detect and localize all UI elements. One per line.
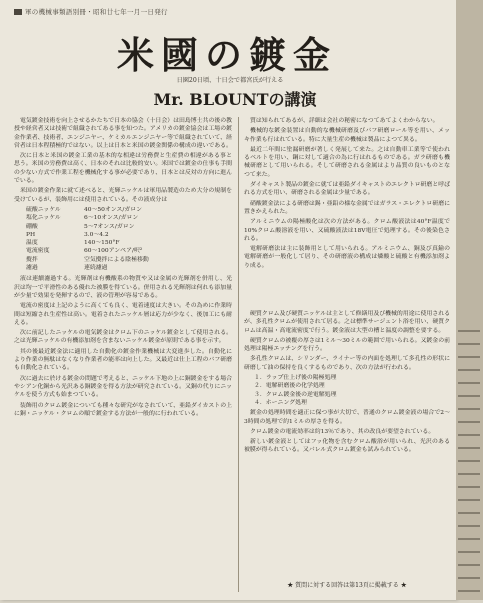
paragraph: 電流の密度は上記のように高くても良く、電着速度は大きい。その為めに作業時間は短縮され生産性は高い。電着されたニッケル層は応力が少なく、後加工にも耐える。	[14, 303, 232, 326]
table-row	[26, 231, 232, 239]
paragraph: 次に過去に於ける鍍金の問題で考えると、ニッケル下地の上に銅鍍金をする場合やシアン化銅から光沢ある銅鍍金を得る方法が研究されている。又銅の代りにニッケルを使う方式も始まつている。	[14, 375, 232, 399]
article-title: 米國の鍍金	[117, 33, 337, 77]
paragraph: 硝酸鍍金法による研磨は錫・亜鉛の様な金属ではガラス・エレクトロ研磨に置きかえられた。	[244, 200, 450, 215]
right-column-bottom	[244, 310, 450, 457]
running-head-mark	[14, 9, 22, 15]
paragraph: アルミニウムの陽極酸化は次の方法がある。クロム酸液法は40°F温度で10%クロム酸溶液を用い、又硫酸液法は18V電圧で処理する。その後染色される。	[244, 219, 450, 242]
paragraph: 電解研磨法は主に装飾用として用いられる。アルミニウム、銅及び真鍮の電解研磨が一般化して居り、その研磨液の構成は燐酸と硫酸と有機添加剤より成る。	[244, 246, 450, 269]
table-value: 3.0〜4.2	[84, 231, 109, 238]
paragraph: ダイキャスト製品の鍍金に就ては亜鉛ダイキャストのエレクトロ研磨と呼ばれる方式を用い、研磨される金属は少量である。	[244, 182, 450, 197]
list-item: １．ラップ仕上げ後の陽極処理	[254, 375, 337, 382]
table-value: 60〜100アンペア/呎²	[84, 248, 143, 255]
paragraph: 装飾用のクロム鍍金についても種々な研究がなされていて、亜鉛ダイカストの上に銅・ニッケル・クロムの順で鍍金する方法が一般的に行われている。	[14, 402, 232, 417]
adjacent-page-text-lines	[458, 330, 480, 603]
paragraph: 新しい鍍金液としてはフッ化物を含むクロム酸浴が用いられ、光沢のある被膜が得られている。又バレル式クロム鍍金も試みられている。	[244, 439, 450, 454]
paragraph: 鍍金の処理時間を適正に保つ事が大切で、普通のクロム鍍金液の場合で2〜3時間の処理で約1ミルの厚さを得る。	[244, 410, 450, 425]
table-value: 6〜10オンス/ガロン	[84, 215, 139, 222]
bath-composition-table	[26, 206, 232, 272]
running-head-text: 軍の機械事類語別冊・昭和廿七年一月一日発行	[25, 8, 168, 16]
paragraph: クロム鍍金の電流効率は約13％であり、其の改良が要望されている。	[250, 428, 435, 435]
table-key: 電流密度	[26, 248, 50, 255]
paragraph: 硬質クロム及び硬質ニッケルは主として修繕用及び機械的用途に使用されるが、多孔性クロムが使用されて居る。之は標準サージェント浴を用い、硬質クロムは高温・高電流密度で行う。鍍金液は大型の槽と温度の調整を要する。	[244, 311, 450, 334]
column-divider	[238, 117, 239, 592]
left-column	[14, 117, 232, 420]
table-row	[26, 206, 232, 214]
article-heading: Mr. BLOUNTの講演	[153, 90, 317, 109]
paragraph: 其の後最近鍍金法に適用した自動化の鍍金作業機械は大変進歩した。自動化により作業の無駄はなくなり作業者の能率は向上した。又最近は仕上工程のバフ研磨も自動化されている。	[14, 348, 232, 372]
paragraph: 最近二年間に塗漏研磨が著しく発展して来た。之は自動車工業等で使われるベルトを用い、鋼に対して適合の為に行はれるものである。ガラ研磨も機械研磨として用いられる。そして研磨される金属はより品質の良いものとなつて来た。	[244, 146, 450, 178]
method-list	[254, 374, 450, 407]
table-row	[26, 256, 232, 264]
paragraph: 機械的な鍍金装置は自動的な機械研磨及びバフ研磨ロール等を用い、メッキ作業も行はれている。特に大量生産の機械は製品によつて異る。	[244, 128, 450, 143]
table-row	[26, 264, 232, 272]
list-item: ２．電解研磨後の化学処理	[254, 383, 325, 390]
table-key: 塩化ニッケル	[26, 215, 61, 222]
table-key: 硫酸ニッケル	[26, 206, 61, 213]
table-row	[26, 223, 232, 231]
table-key: 温度	[26, 240, 38, 247]
paragraph: 電気鍍金技術を向上させるかたちで日本の協会（十日会）は田島博士共の後の教授や経営者又は技術で組織されてある事を知つた。アメリカの鍍金協会は工場の鍍金作業者、技術者、エンジニヤー、ケミカルエンジニヤー等で組織されていて、経営者は日本程積極的ではない。以上は日本と米国の鍍金関係の構成の違いである。	[14, 118, 233, 149]
paragraph: 次に日本と米国の鍍金工業の基本的な相違は労務費と生産費の相違がある事と思う。米国の労務費は高く、日本のそれは比較的安い。米国では鍍金の仕事も手間の少ない方式で作業工程を機械化する事が必要であり、日本とは反対の方向に進んでいる。	[14, 153, 232, 185]
table-row	[26, 247, 232, 255]
table-value: 5〜7オンス/ガロン	[84, 223, 135, 230]
right-column-top	[244, 117, 450, 272]
table-key: 硼酸	[26, 223, 38, 230]
table-key: 濾過	[26, 265, 38, 272]
table-row	[26, 214, 232, 222]
table-value: 140〜150°F	[84, 240, 120, 247]
paragraph: 硬質クロムの被覆の厚さは1ミル～30ミルの範囲で用いられる。又鍍金の前処理は陽極エッチングを行う。	[244, 337, 450, 353]
list-item: ３．クロム鍍金後の逆電解処理	[254, 391, 337, 398]
article-subtitle: 日園20日頃、十日会で都宮氏が行える	[176, 77, 284, 84]
table-key: PH	[26, 231, 36, 238]
paragraph: 多孔性クロムは、シリンダー、ライナー等の内面を処理して多孔性の形状に研磨して油の保持を良くするものであり、次の方法が行われる。	[244, 356, 450, 371]
running-head	[14, 7, 168, 16]
paragraph: 米国の鍍金作業に就て述べると、光輝ニッケルは軍用品製造のため大分の規制を受けているが、装飾用には使用されている。その液成分は	[14, 188, 232, 203]
table-value: 40〜50オンス/ガロン	[84, 206, 143, 213]
table-value: 連続濾過	[84, 265, 108, 272]
footer-note: ★ 質問に対する回答は第13頁に掲載する ★	[287, 582, 407, 589]
paragraph: 質は知られてあるが、詳細は会社の秘密になつてあてよくわからない。	[250, 118, 439, 124]
table-row	[26, 239, 232, 247]
table-key: 攪拌	[26, 256, 38, 263]
paragraph: 液は連續濾過する。光輝剤は有機酸系の物質や又は金属の光輝剤を併用し、光沢は均一で平滑性のある優れた被膜を得ている。併用される光輝剤は何れも添加量が少量で効果を発揮するので、液の管理が容易である。	[14, 276, 232, 299]
table-value: 空気攪拌による陰極移動	[84, 256, 149, 263]
list-item: ４．ホーニング処理	[254, 399, 307, 406]
paragraph: 次に前記したニッケルの電気鍍金はクロム下のニッケル鍍金として使用される。之は光輝ニッケルの有機添加剤を含まないニッケル鍍金が原則である事を示す。	[14, 330, 232, 345]
